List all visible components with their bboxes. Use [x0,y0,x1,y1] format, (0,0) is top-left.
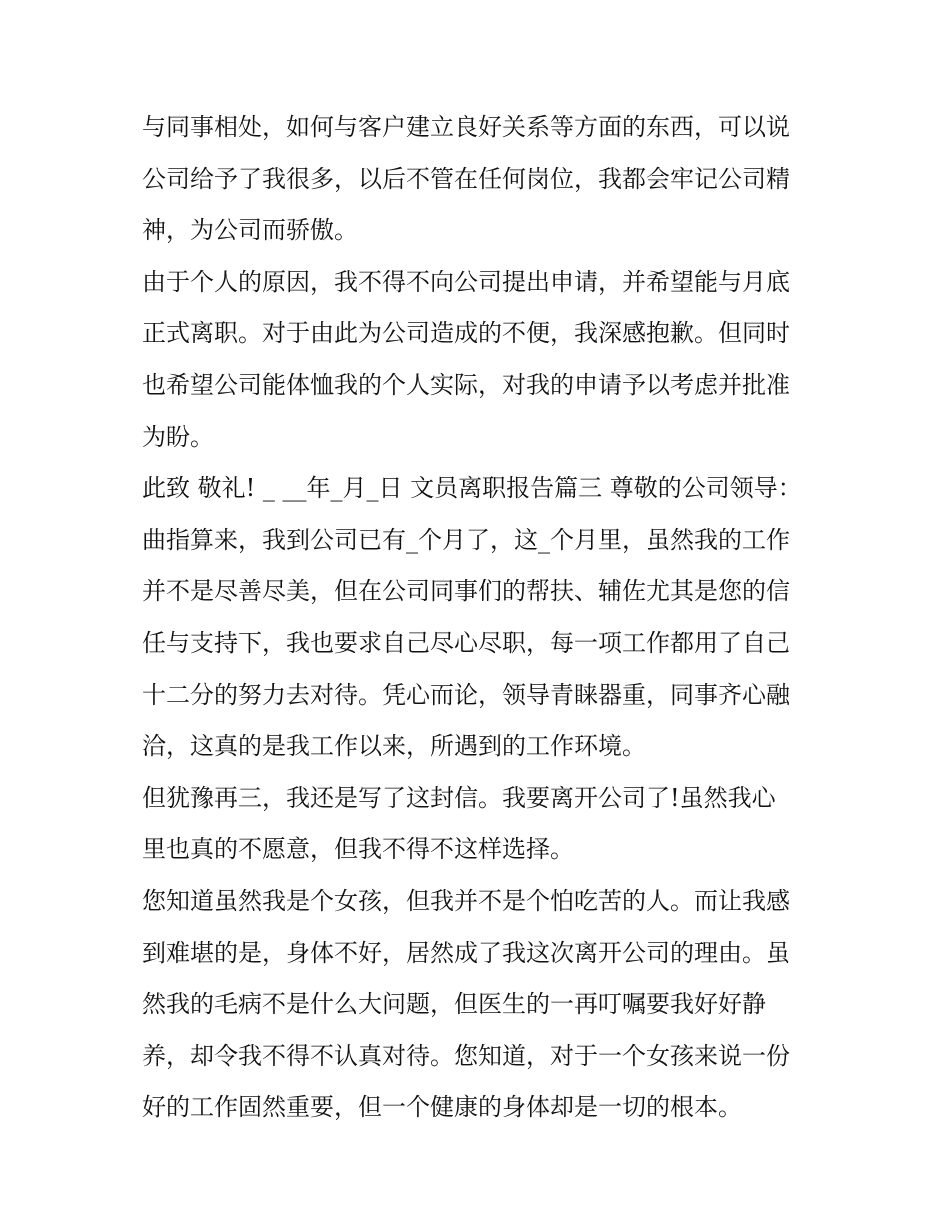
text-line: 也希望公司能体恤我的个人实际，对我的申请予以考虑并批准 [142,370,790,399]
text-line: 养，却令我不得不认真对待。您知道，对于一个女孩来说一份 [142,1041,790,1070]
text-line: 正式离职。对于由此为公司造成的不便，我深感抱歉。但同时 [142,319,790,348]
text-line: 但犹豫再三，我还是写了这封信。我要离开公司了!虽然我心 [142,783,776,812]
text-line: 然我的毛病不是什么大问题，但医生的一再叮嘱要我好好静 [142,990,766,1019]
text-line: 好的工作固然重要，但一个健康的身体却是一切的根本。 [142,1093,742,1122]
text-line: 里也真的不愿意，但我不得不这样选择。 [142,835,574,864]
text-line: 为盼。 [142,422,214,451]
text-line: 并不是尽善尽美，但在公司同事们的帮扶、辅佐尤其是您的信 [142,577,790,606]
text-line: 曲指算来，我到公司已有_个月了，这_个月里，虽然我的工作 [142,525,790,554]
text-line: 任与支持下，我也要求自己尽心尽职，每一项工作都用了自己 [142,628,790,657]
text-line: 与同事相处，如何与客户建立良好关系等方面的东西，可以说 [142,113,790,141]
text-line: 十二分的努力去对待。凭心而论，领导青睐器重，同事齐心融 [142,680,790,709]
text-line: 您知道虽然我是个女孩，但我并不是个怕吃苦的人。而让我感 [142,886,790,915]
text-line: 由于个人的原因，我不得不向公司提出申请，并希望能与月底 [142,267,790,296]
text-line: 神，为公司而骄傲。 [142,216,358,245]
text-line: 洽，这真的是我工作以来，所遇到的工作环境。 [142,732,646,761]
text-line: 到难堪的是，身体不好，居然成了我这次离开公司的理由。虽 [142,938,790,967]
document-body [142,102,818,1134]
text-line: 公司给予了我很多，以后不管在任何岗位，我都会牢记公司精 [142,164,790,193]
text-line: 此致 敬礼! _ __年_月_日 文员离职报告篇三 尊敬的公司领导： [142,474,802,503]
